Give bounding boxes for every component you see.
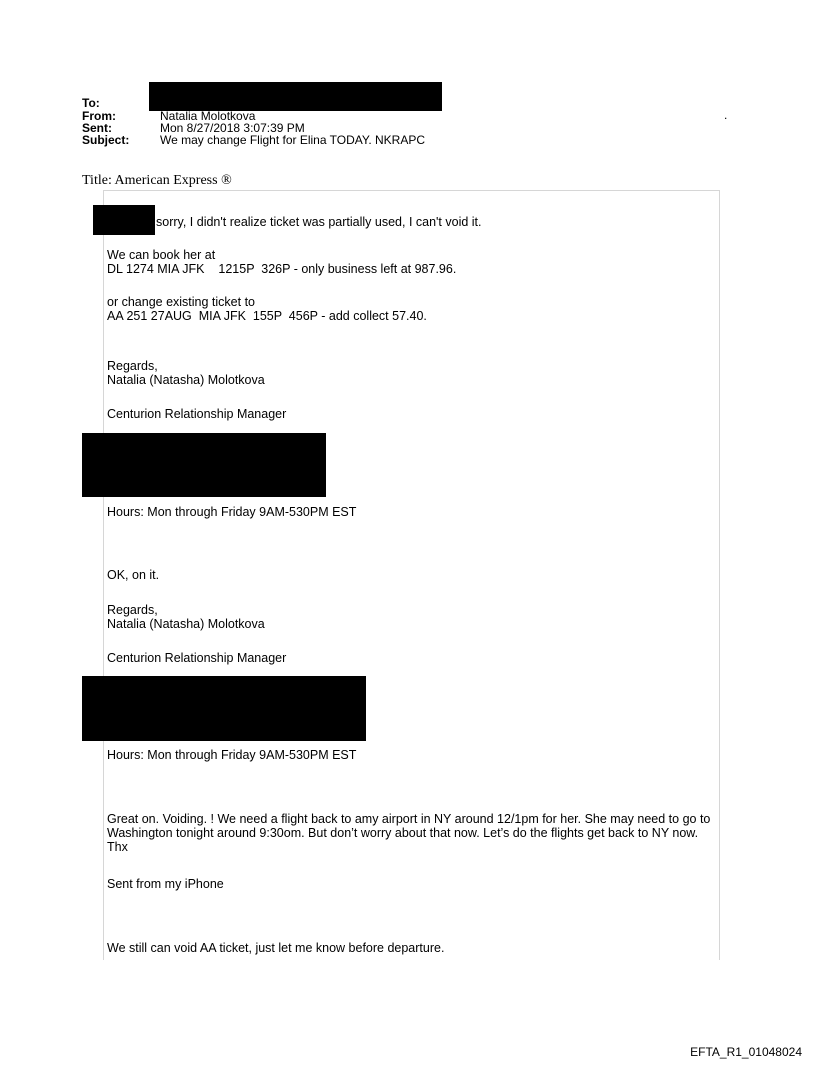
stray-mark: . <box>724 108 728 122</box>
redaction-greeting-name <box>93 205 155 235</box>
dl-flight-line: DL 1274 MIA JFK 1215P 326P - only business left at 987.96. <box>107 262 457 276</box>
redaction-to-recipient <box>149 82 442 111</box>
change-line: or change existing ticket to <box>107 295 255 309</box>
from-label: From: <box>82 109 116 123</box>
regards-2: Regards, <box>107 603 158 617</box>
sent-value: Mon 8/27/2018 3:07:39 PM <box>160 121 305 135</box>
ok-line: OK, on it. <box>107 568 160 582</box>
message-frame-top <box>103 190 719 191</box>
signature-role-2: Centurion Relationship Manager <box>107 651 287 665</box>
signature-role-1: Centurion Relationship Manager <box>107 407 287 421</box>
aa-flight-line: AA 251 27AUG MIA JFK 155P 456P - add collect 57.40. <box>107 309 427 323</box>
to-label: To: <box>82 96 100 110</box>
subject-value: We may change Flight for Elina TODAY. NKRAPC <box>160 133 426 147</box>
great-paragraph: Great on. Voiding. ! We need a flight back to amy airport in NY around 12/1pm for her. She may need to go to Washington tonight around 9:30om. But don’t worry about that now. Let’s do the flights get back to NY now. Thx <box>107 812 711 854</box>
message-frame-left <box>103 190 104 960</box>
sent-from-line: Sent from my iPhone <box>107 877 224 891</box>
document-id: EFTA_R1_01048024 <box>690 1045 802 1059</box>
redaction-contact-1 <box>82 433 326 497</box>
hours-1: Hours: Mon through Friday 9AM-530PM EST <box>107 505 357 519</box>
signature-name-2: Natalia (Natasha) Molotkova <box>107 617 265 631</box>
from-value: Natalia Molotkova <box>160 109 256 123</box>
sorry-line: sorry, I didn't realize ticket was partially used, I can't void it. <box>156 215 482 229</box>
subject-label: Subject: <box>82 133 130 147</box>
regards-1: Regards, <box>107 359 158 373</box>
sent-label: Sent: <box>82 121 112 135</box>
message-frame-right <box>719 190 720 960</box>
hours-2: Hours: Mon through Friday 9AM-530PM EST <box>107 748 357 762</box>
void-line: We still can void AA ticket, just let me know before departure. <box>107 941 445 955</box>
book-line: We can book her at <box>107 248 216 262</box>
signature-name-1: Natalia (Natasha) Molotkova <box>107 373 265 387</box>
title-line: Title: American Express ® <box>82 173 232 188</box>
redaction-contact-2 <box>82 676 366 741</box>
